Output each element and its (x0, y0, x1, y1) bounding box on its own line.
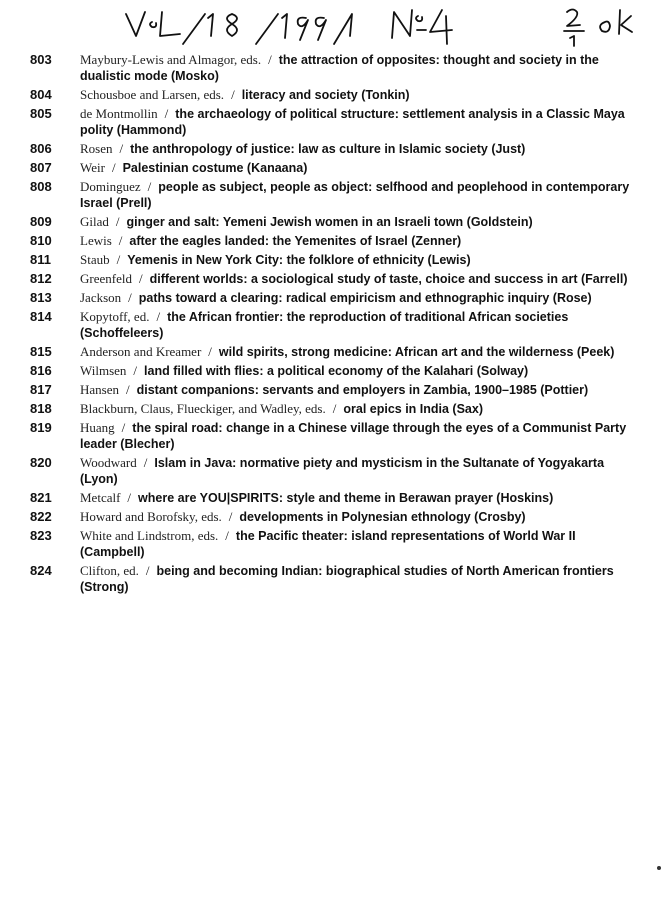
entry-number: 805 (30, 106, 52, 121)
entry-title: where are YOU|SPIRITS: style and theme in Berawan prayer (Hoskins) (138, 491, 554, 505)
entry-title: the attraction of opposites: thought and society in the dualistic mode (Mosko) (80, 53, 599, 83)
list-item (0, 252, 666, 268)
entry-author: Rosen (80, 141, 113, 156)
entry-author: White and Lindstrom, eds. (80, 528, 219, 543)
entry-separator: / (133, 363, 138, 378)
handwritten-annotation (0, 0, 666, 52)
list-item (0, 214, 666, 230)
scan-speck (657, 866, 661, 870)
list-item (0, 87, 666, 103)
list-item (0, 160, 666, 176)
entry-title: land filled with flies: a political economy of the Kalahari (Solway) (144, 364, 529, 378)
entry-author: Huang (80, 420, 115, 435)
entry-author: Blackburn, Claus, Flueckiger, and Wadley, eds. (80, 401, 326, 416)
entry-number: 815 (30, 344, 52, 359)
entry-title: the archaeology of political structure: settlement analysis in a Classic Maya polity (Hammond) (80, 107, 625, 137)
entry-number: 817 (30, 382, 52, 397)
entry-title: the Pacific theater: island representations of World War II (Campbell) (80, 529, 576, 559)
entry-author: Woodward (80, 455, 137, 470)
entry-title: wild spirits, strong medicine: African art and the wilderness (Peek) (218, 345, 615, 359)
entry-separator: / (231, 87, 235, 102)
entry-separator: / (156, 309, 161, 324)
entry-author: Kopytoff, ed. (80, 309, 150, 324)
list-item (0, 363, 666, 379)
list-item (0, 509, 666, 525)
entry-author: Dominguez (80, 179, 141, 194)
entry-author: de Montmollin (80, 106, 158, 121)
entry-separator: / (225, 528, 229, 543)
entry-number: 811 (30, 252, 51, 267)
list-item (0, 382, 666, 398)
entry-number: 813 (30, 290, 52, 305)
entry-number: 814 (30, 309, 52, 324)
entry-title: the anthropology of justice: law as culture in Islamic society (Just) (130, 142, 526, 156)
list-item (0, 528, 666, 560)
entry-title: paths toward a clearing: radical empiricism and ethnographic inquiry (Rose) (138, 291, 592, 305)
entry-title: oral epics in India (Sax) (343, 402, 483, 416)
entry-author: Weir (80, 160, 105, 175)
list-item (0, 420, 666, 452)
entry-number: 808 (30, 179, 52, 194)
entry-separator: / (143, 455, 148, 470)
list-item (0, 563, 666, 595)
entry-author: Howard and Borofsky, eds. (80, 509, 222, 524)
list-item (0, 344, 666, 360)
entry-title: people as subject, people as object: selfhood and peoplehood in contemporary Israel (Prell) (80, 180, 630, 210)
entry-title: being and becoming Indian: biographical studies of North American frontiers (Strong) (80, 564, 614, 594)
entry-number: 816 (30, 363, 52, 378)
entry-number: 812 (30, 271, 52, 286)
entry-title: the spiral road: change in a Chinese village through the eyes of a Communist Party leader (Blecher) (80, 421, 627, 451)
entry-title: Yemenis in New York City: the folklore of ethnicity (Lewis) (127, 253, 471, 267)
list-item (0, 290, 666, 306)
entry-author: Anderson and Kreamer (80, 344, 202, 359)
entry-number: 819 (30, 420, 52, 435)
entry-number: 809 (30, 214, 52, 229)
entry-title: ginger and salt: Yemeni Jewish women in an Israeli town (Goldstein) (126, 215, 533, 229)
entry-title: after the eagles landed: the Yemenites of Israel (Zenner) (129, 234, 462, 248)
list-item (0, 455, 666, 487)
entry-separator: / (145, 563, 150, 578)
entry-separator: / (164, 106, 169, 121)
entry-separator: / (147, 179, 152, 194)
entry-title: distant companions: servants and employers in Zambia, 1900–1985 (Pottier) (136, 383, 589, 397)
entry-title: developments in Polynesian ethnology (Crosby) (239, 510, 526, 524)
entry-separator: / (127, 490, 132, 505)
handwritten-note-strokes (0, 0, 666, 52)
entry-number: 821 (30, 490, 52, 505)
list-item (0, 271, 666, 287)
entry-author: Staub (80, 252, 110, 267)
entry-number: 803 (30, 52, 52, 67)
entry-separator: / (268, 52, 272, 67)
entry-author: Jackson (80, 290, 122, 305)
entry-title: different worlds: a sociological study of taste, choice and success in art (Farrell) (149, 272, 628, 286)
entry-title: Islam in Java: normative piety and mysticism in the Sultanate of Yogyakarta (Lyon) (80, 456, 605, 486)
entry-separator: / (332, 401, 337, 416)
list-item (0, 106, 666, 138)
list-item (0, 401, 666, 417)
entry-author: Gilad (80, 214, 109, 229)
entry-author: Clifton, ed. (80, 563, 139, 578)
entry-separator: / (138, 271, 143, 286)
entry-number: 807 (30, 160, 52, 175)
review-entries-list (0, 52, 666, 598)
list-item (0, 52, 666, 84)
entry-author: Metcalf (80, 490, 121, 505)
entry-number: 818 (30, 401, 52, 416)
entry-title: the African frontier: the reproduction of traditional African societies (Schoffeleers) (80, 310, 569, 340)
list-item (0, 309, 666, 341)
entry-separator: / (115, 214, 120, 229)
entry-separator: / (126, 382, 130, 397)
entry-number: 823 (30, 528, 52, 543)
entry-author: Hansen (80, 382, 119, 397)
entry-number: 824 (30, 563, 52, 578)
entry-author: Schousboe and Larsen, eds. (80, 87, 225, 102)
entry-separator: / (228, 509, 233, 524)
entry-title: literacy and society (Tonkin) (241, 88, 410, 102)
entry-separator: / (119, 141, 124, 156)
list-item (0, 179, 666, 211)
entry-separator: / (111, 160, 116, 175)
entry-number: 810 (30, 233, 52, 248)
entry-separator: / (208, 344, 212, 359)
list-item (0, 490, 666, 506)
entry-author: Greenfeld (80, 271, 132, 286)
list-item (0, 233, 666, 249)
entry-separator: / (121, 420, 126, 435)
entry-number: 806 (30, 141, 52, 156)
list-item (0, 141, 666, 157)
entry-separator: / (128, 290, 132, 305)
entry-separator: / (118, 233, 123, 248)
entry-number: 804 (30, 87, 52, 102)
entry-number: 822 (30, 509, 52, 524)
entry-separator: / (116, 252, 121, 267)
entry-number: 820 (30, 455, 52, 470)
entry-author: Maybury-Lewis and Almagor, eds. (80, 52, 262, 67)
entry-title: Palestinian costume (Kanaana) (122, 161, 308, 175)
entry-author: Wilmsen (80, 363, 127, 378)
entry-author: Lewis (80, 233, 112, 248)
